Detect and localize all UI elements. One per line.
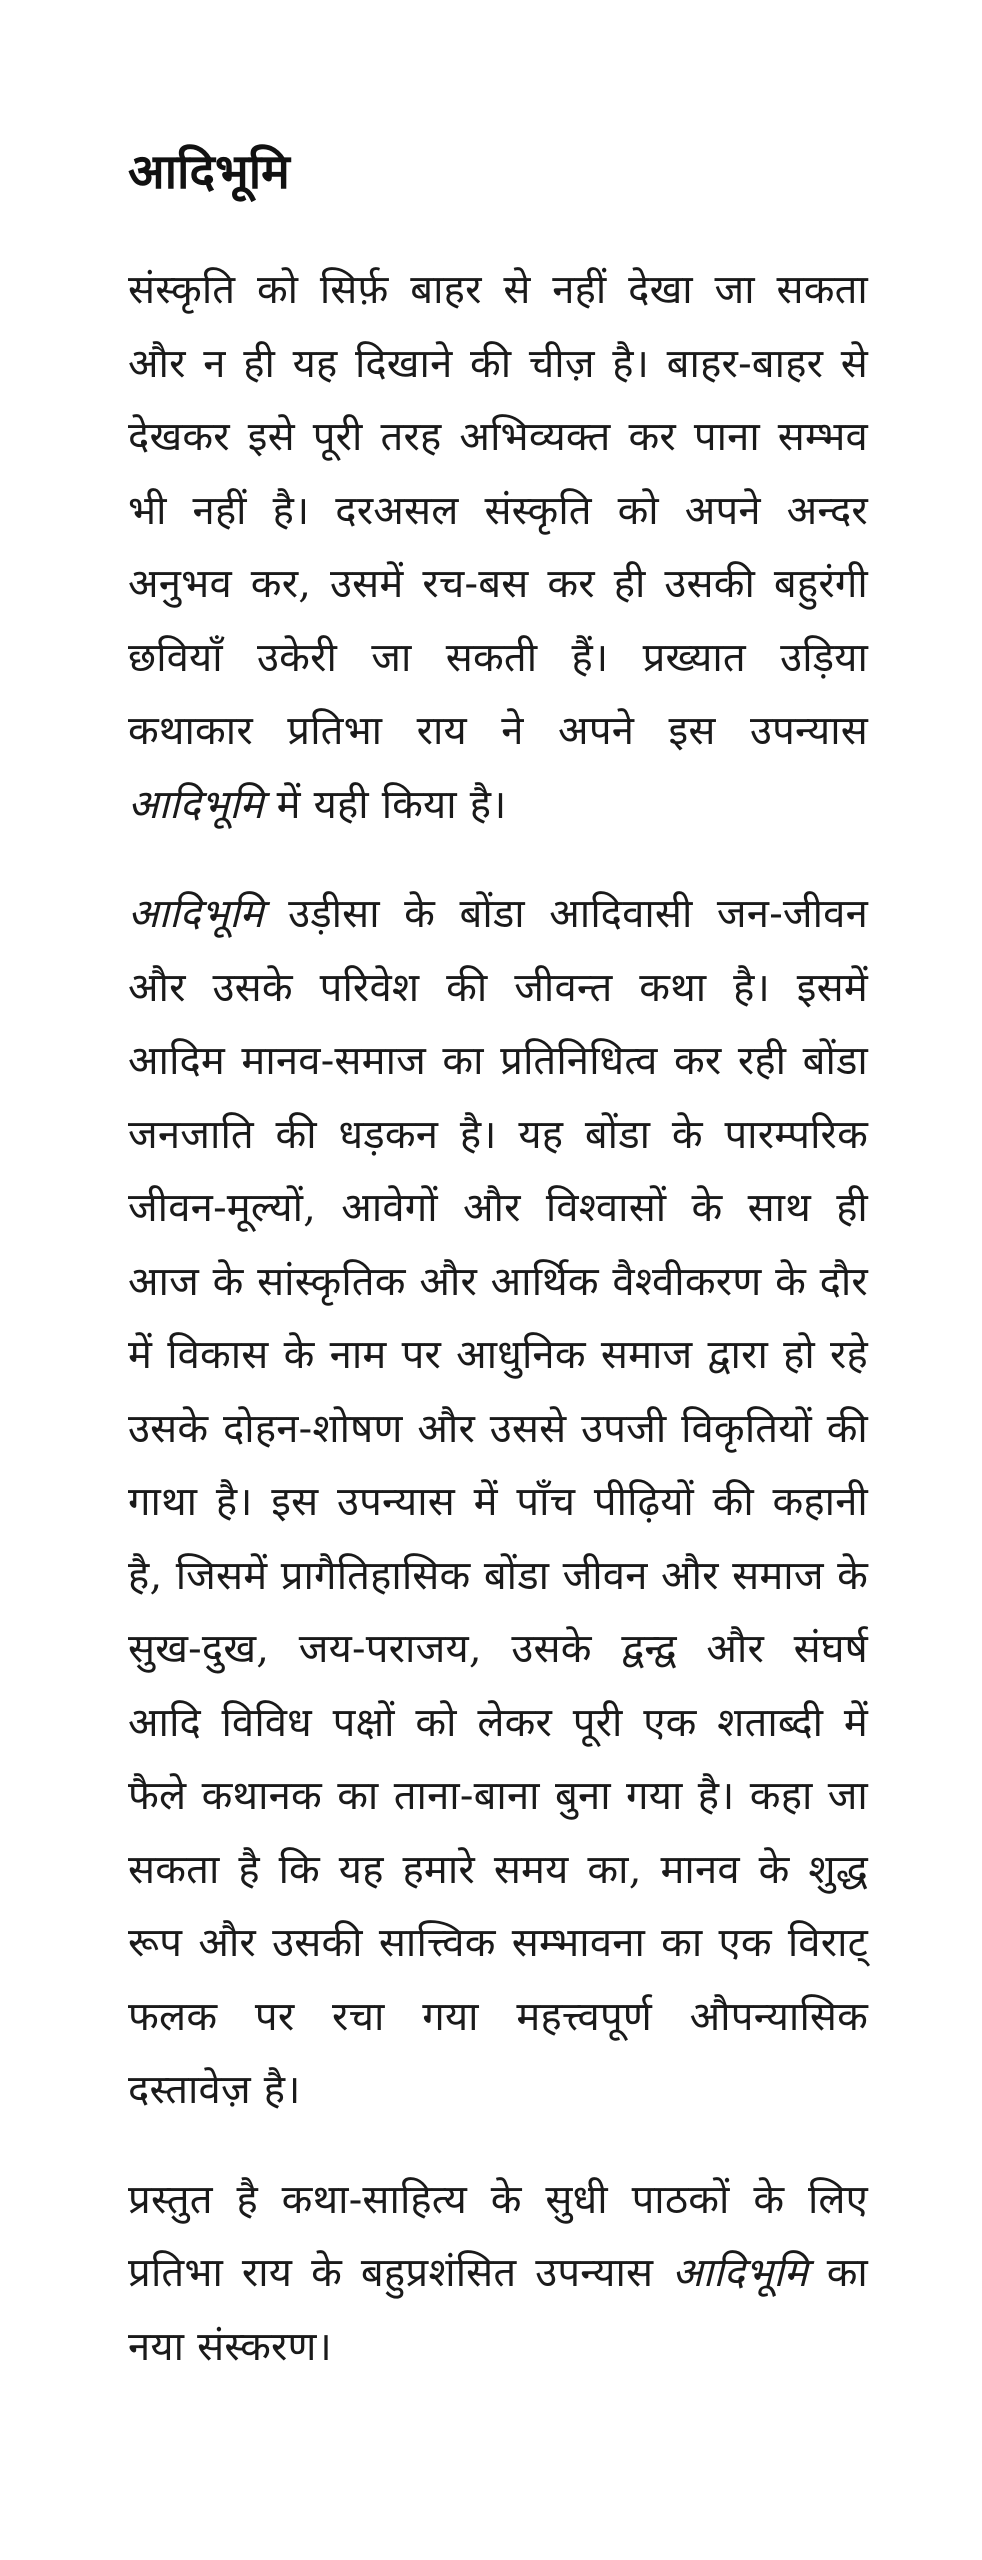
paragraph-3-text-end: का नया संस्करण। [128,2250,868,2370]
book-blurb [128,128,868,2420]
paragraph-2 [128,878,868,2128]
paragraph-2-text-end: उड़ीसा के बोंडा आदिवासी जन-जीवन और उसके परिवेश की जीवन्त कथा है। इसमें आदिम मानव-समाज का प्रतिनिधित्व कर रही बोंडा जनजाति की धड़कन है। यह बोंडा के पारम्परिक जीवन-मूल्यों, आवेगों और विश्वासों के साथ ही आज के सांस्कृतिक और आर्थिक वैश्वीकरण के दौर में विकास के नाम पर आधुनिक समाज द्वारा हो रहे उसके दोहन-शोषण और उससे उपजी विकृतियों की गाथा है। इस उपन्यास में पाँच पीढ़ियों की कहानी है, जिसमें प्रागैतिहासिक बोंडा जीवन और समाज के सुख-दुख, जय-पराजय, उसके द्वन्द्व और संघर्ष आदि विविध पक्षों को लेकर पूरी एक शताब्दी में फैले कथानक का ताना-बाना बुना गया है। कहा जा सकता है कि यह हमारे समय का, मानव के शुद्ध रूप और उसकी सात्त्विक सम्भावना का एक विराट् फलक पर रचा गया महत्त्वपूर्ण औपन्यासिक दस्तावेज़ है। [128,891,868,2113]
paragraph-3-text-start: प्रस्तुत है कथा-साहित्य के सुधी पाठकों के लिए प्रतिभा राय के बहुप्रशंसित उपन्यास [128,2176,868,2296]
paragraph-1-text-start: संस्कृति को सिर्फ़ बाहर से नहीं देखा जा सकता और न ही यह दिखाने की चीज़ है। बाहर-बाहर से देखकर इसे पूरी तरह अभिव्यक्त कर पाना सम्भव भी नहीं है। दरअसल संस्कृति को अपने अन्दर अनुभव कर, उसमें रच-बस कर ही उसकी बहुरंगी छवियाँ उकेरी जा सकती हैं। प्रख्यात उड़िया कथाकार प्रतिभा राय ने अपने इस उपन्यास [128,267,868,754]
page-title: आदिभूमि [128,144,290,200]
paragraph-2-book-title: आदिभूमि [128,891,264,937]
paragraph-3 [128,2164,868,2385]
paragraph-1 [128,254,868,842]
paragraph-3-book-title: आदिभूमि [672,2250,808,2296]
paragraph-1-book-title: आदिभूमि [128,781,264,828]
paragraph-1-text-end: में यही किया है। [263,781,507,828]
